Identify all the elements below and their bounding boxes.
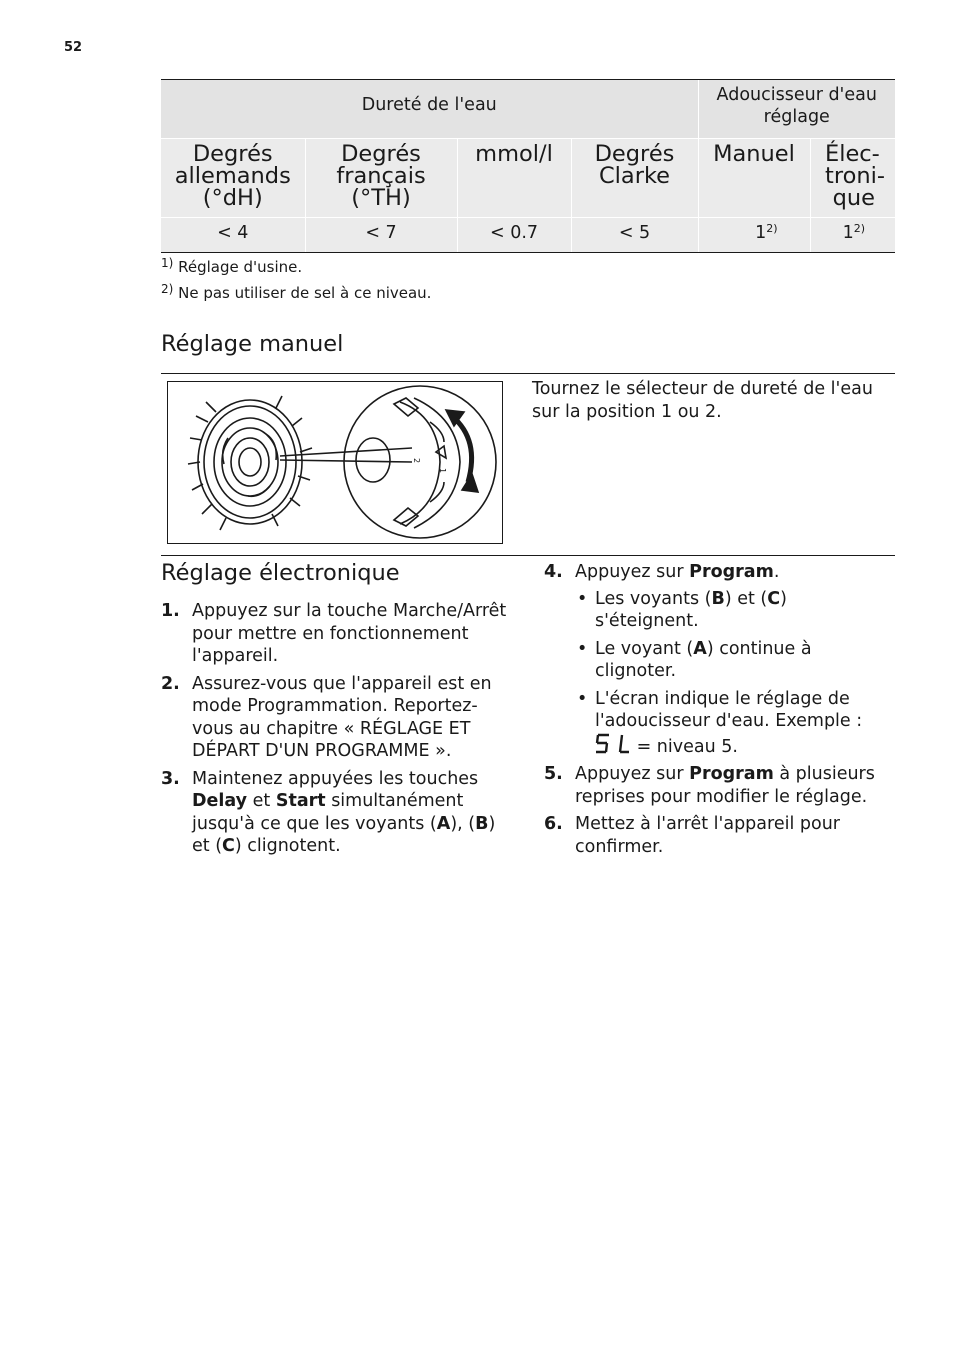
table-cell: < 7 (305, 218, 457, 253)
bullet-item: • Le voyant (A) continue à clignoter. (575, 638, 894, 683)
table-cell: < 4 (161, 218, 305, 253)
footnote: $^{1)}$ Réglage d'usine. (161, 256, 303, 276)
water-hardness-header: Dureté de l'eau (161, 80, 698, 139)
bullet-item: • Les voyants (B) et (C) s'éteignent. (575, 588, 894, 633)
table-cell: < 0.7 (457, 218, 571, 253)
footnote: $^{2)}$ Ne pas utiliser de sel à ce niveau. (161, 282, 432, 302)
column-header: Degrés français (°TH) (305, 139, 457, 218)
divider (161, 555, 895, 556)
seven-segment-display-icon (595, 733, 631, 755)
list-item: 5. Appuyez sur Program à plusieurs reprises pour modifier le réglage. (544, 764, 875, 807)
column-header: mmol/l (457, 139, 571, 218)
manual-instruction: Tournez le sélecteur de dureté de l'eau sur la position 1 ou 2. (532, 379, 873, 422)
column-header: Manuel (698, 139, 810, 218)
dial-label: 1 (438, 468, 447, 474)
water-hardness-table (161, 79, 895, 253)
list-item: 6. Mettez à l'arrêt l'appareil pour confirmer. (544, 814, 840, 857)
bullet-item: • L'écran indique le réglage de l'adoucisseur d'eau. Exemple : = niveau 5. (575, 688, 894, 759)
column-header: Élec-troni-que (810, 139, 895, 218)
list-item: 1. Appuyez sur la touche Marche/Arrêt pour mettre en fonctionnement l'appareil. (161, 601, 507, 666)
dial-drawing (168, 382, 502, 543)
column-header: Degrés allemands (°dH) (161, 139, 305, 218)
table-cell: 1$^{2)}$ (810, 218, 895, 253)
table-cell: < 5 (571, 218, 698, 253)
table-cell: 1$^{2)}$ (698, 218, 810, 253)
section-title-electronic: Réglage électronique (161, 560, 400, 586)
divider (161, 373, 895, 374)
section-title-manual: Réglage manuel (161, 331, 344, 357)
column-header: Degrés Clarke (571, 139, 698, 218)
table-row (161, 218, 895, 253)
list-item: 4. Appuyez sur Program. • Les voyants (B) et (C) s'éteignent. • Le voyant (A) continue à clignoter. • L'écran indique le réglage de l'adoucisseur d'eau. Exemple : = niveau 5. (544, 561, 894, 758)
footnote-ref: 2) (766, 222, 778, 235)
dial-label: 2 (412, 458, 421, 464)
table-group-header-row (161, 80, 895, 139)
softener-header: Adoucisseur d'eau réglage (698, 80, 895, 139)
list-item: 2. Assurez-vous que l'appareil est en mode Programmation. Reportez-vous au chapitre « RÉGLAGE ET DÉPART D'UN PROGRAMME ». (161, 673, 492, 761)
table-column-header-row (161, 139, 895, 218)
page-number: 52 (64, 40, 83, 55)
steps-column-left (161, 600, 516, 863)
footnote-ref: 2) (853, 222, 865, 235)
list-item: 3. Maintenez appuyées les touches Delay et Start simultanément jusqu'à ce que les voyants (A), (B) et (C) clignotent. (161, 768, 496, 856)
steps-column-right (544, 561, 894, 863)
hardness-dial-illustration (167, 381, 503, 544)
